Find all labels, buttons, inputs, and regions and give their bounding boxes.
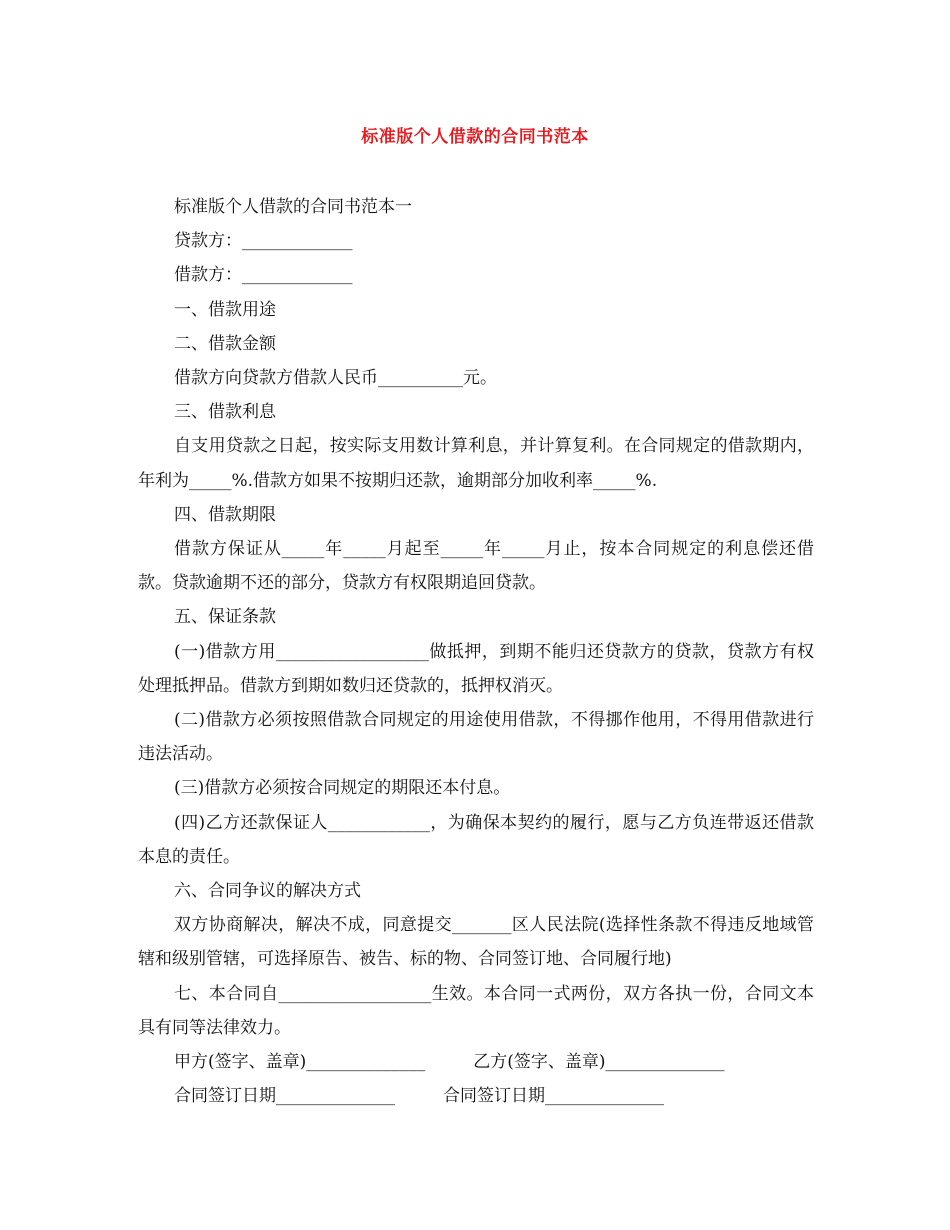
paragraph-effective: 七、本合同自__________________生效。本合同一式两份，双方各执一份，合同文本具有同等法律效力。 — [138, 983, 814, 1038]
paragraph-borrower: 借款方：_____________ — [174, 265, 353, 286]
section-heading-purpose: 一、借款用途 — [174, 299, 276, 320]
paragraph-interest: 自支用贷款之日起，按实际支用数计算利息，并计算复利。在合同规定的借款期内，年利为_____%.借款方如果不按期归还款，逾期部分加收利率_____%. — [138, 436, 814, 491]
party-b-date: 合同签订日期______________ — [443, 1086, 664, 1107]
paragraph-guarantee-2: (二)借款方必须按照借款合同规定的用途使用借款，不得挪作他用，不得用借款进行违法活动。 — [138, 710, 814, 765]
section-heading-term: 四、借款期限 — [174, 504, 276, 525]
party-a-date: 合同签订日期______________ — [174, 1086, 395, 1107]
section-heading-amount: 二、借款金额 — [174, 333, 276, 354]
party-a-signature: 甲方(签字、盖章)______________ — [174, 1052, 426, 1073]
document-body — [138, 190, 814, 1113]
paragraph-amount: 借款方向贷款方借款人民币__________元。 — [174, 368, 497, 389]
section-heading-interest: 三、借款利息 — [174, 402, 276, 423]
paragraph-term: 借款方保证从_____年_____月起至_____年_____月止，按本合同规定的利息偿还借款。贷款逾期不还的部分，贷款方有权限期追回贷款。 — [138, 539, 814, 594]
paragraph-guarantee-1: (一)借款方用__________________做抵押，到期不能归还贷款方的贷款，贷款方有权处理抵押品。借款方到期如数归还贷款的，抵押权消灭。 — [138, 641, 814, 696]
paragraph-guarantee-4: (四)乙方还款保证人____________，为确保本契约的履行，愿与乙方负连带返还借款本息的责任。 — [138, 812, 814, 867]
party-b-signature: 乙方(签字、盖章)______________ — [473, 1052, 725, 1073]
paragraph-dispute: 双方协商解决，解决不成，同意提交_______区人民法院(选择性条款不得违反地域管辖和级别管辖，可选择原告、被告、标的物、合同签订地、合同履行地) — [138, 915, 814, 970]
section-heading-dispute: 六、合同争议的解决方式 — [174, 881, 361, 902]
date-row — [138, 1079, 814, 1113]
paragraph-guarantee-3: (三)借款方必须按合同规定的期限还本付息。 — [174, 778, 511, 799]
signature-row — [138, 1045, 814, 1079]
paragraph-lender: 贷款方：_____________ — [174, 231, 353, 252]
paragraph-subtitle: 标准版个人借款的合同书范本一 — [174, 197, 412, 217]
document-title: 标准版个人借款的合同书范本 — [361, 127, 589, 147]
section-heading-guarantee: 五、保证条款 — [174, 607, 276, 628]
